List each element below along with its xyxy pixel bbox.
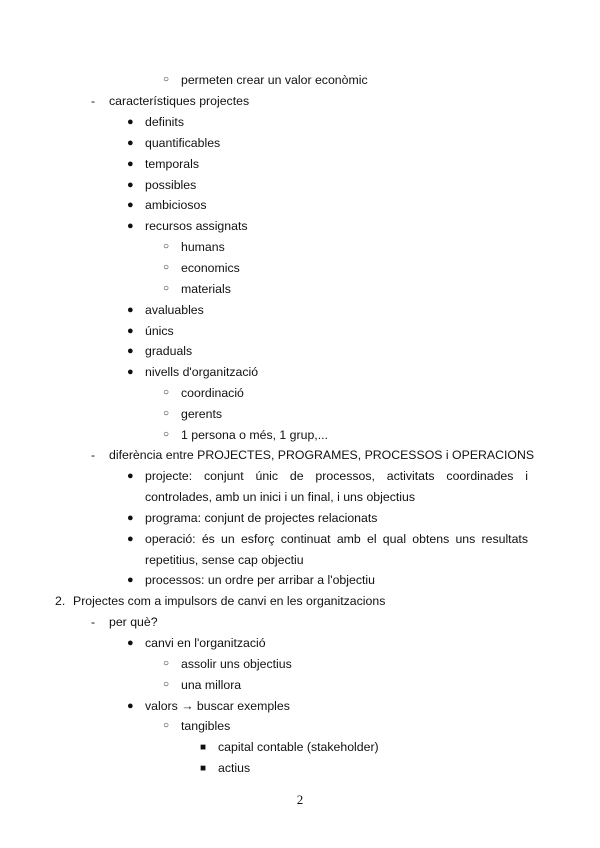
bullet-square: ■ — [200, 763, 207, 774]
bullet-dot: ● — [127, 220, 134, 232]
bullet-circle: ○ — [163, 262, 170, 273]
list-item: programa: conjunt de projectes relacionats — [145, 511, 378, 525]
bullet-dot: ● — [127, 345, 134, 357]
list-item: nivells d'organització — [145, 365, 259, 379]
list-item: recursos assignats — [145, 219, 248, 233]
page-number: 2 — [296, 792, 304, 807]
bullet-circle: ○ — [163, 74, 170, 85]
bullet-dot: ● — [127, 470, 134, 482]
list-item: definits — [145, 115, 184, 129]
bullet-dot: ● — [127, 637, 134, 649]
list-item: 1 persona o més, 1 grup,... — [181, 428, 328, 442]
list-item: operació: és un esforç continuat amb el qual obtens uns resultats — [145, 532, 528, 546]
list-item: economics — [181, 261, 240, 275]
bullet-circle: ○ — [163, 720, 170, 731]
bullet-dot: ● — [127, 325, 134, 337]
list-item: ambiciosos — [145, 198, 207, 212]
bullet-dot: ● — [127, 533, 134, 545]
bullet-dash: - — [91, 448, 96, 462]
bullet-circle: ○ — [163, 241, 170, 252]
bullet-dot: ● — [127, 199, 134, 211]
list-item: possibles — [145, 178, 197, 192]
bullet-dot: ● — [127, 512, 134, 524]
bullet-circle: ○ — [163, 408, 170, 419]
bullet-dot: ● — [127, 158, 134, 170]
list-item: graduals — [145, 344, 193, 358]
list-item: tangibles — [181, 719, 231, 733]
list-item: actius — [218, 761, 251, 775]
numbered-marker: 2. — [55, 594, 66, 608]
list-item: valors → buscar exemples — [145, 699, 290, 713]
list-item-continuation: controlades, amb un inici i un final, i uns objectius — [145, 490, 415, 504]
bullet-dot: ● — [127, 179, 134, 191]
list-item: avaluables — [145, 303, 204, 317]
bullet-dot: ● — [127, 574, 134, 586]
bullet-dash: - — [91, 94, 96, 108]
bullet-square: ■ — [200, 742, 207, 753]
list-item: coordinació — [181, 386, 244, 400]
list-item-continuation: repetitius, sense cap objectiu — [145, 553, 304, 567]
bullet-dash: - — [91, 615, 96, 629]
section-heading: Projectes com a impulsors de canvi en les organitzacions — [73, 594, 386, 608]
list-item: únics — [145, 324, 174, 338]
list-item: materials — [181, 282, 231, 296]
bullet-dot: ● — [127, 116, 134, 128]
list-item: humans — [181, 240, 225, 254]
list-item: per què? — [109, 615, 158, 629]
list-item: processos: un ordre per arribar a l'objectiu — [145, 573, 375, 587]
bullet-dot: ● — [127, 137, 134, 149]
bullet-dot: ● — [127, 700, 134, 712]
list-item: projecte: conjunt únic de processos, activitats coordinades i — [145, 469, 528, 483]
bullet-circle: ○ — [163, 283, 170, 294]
list-item: quantificables — [145, 136, 221, 150]
list-item: gerents — [181, 407, 223, 421]
bullet-dot: ● — [127, 304, 134, 316]
bullet-circle: ○ — [163, 679, 170, 690]
list-item: temporals — [145, 157, 199, 171]
list-item: canvi en l'organització — [145, 636, 266, 650]
bullet-dot: ● — [127, 366, 134, 378]
bullet-circle: ○ — [163, 658, 170, 669]
list-item: permeten crear un valor econòmic — [181, 73, 368, 87]
list-item: una millora — [181, 678, 242, 692]
list-item: assolir uns objectius — [181, 657, 292, 671]
bullet-circle: ○ — [163, 387, 170, 398]
list-item: característiques projectes — [109, 94, 250, 108]
list-item: diferència entre PROJECTES, PROGRAMES, PROCESSOS i OPERACIONS — [109, 448, 535, 462]
bullet-circle: ○ — [163, 429, 170, 440]
list-item: capital contable (stakeholder) — [218, 740, 379, 754]
